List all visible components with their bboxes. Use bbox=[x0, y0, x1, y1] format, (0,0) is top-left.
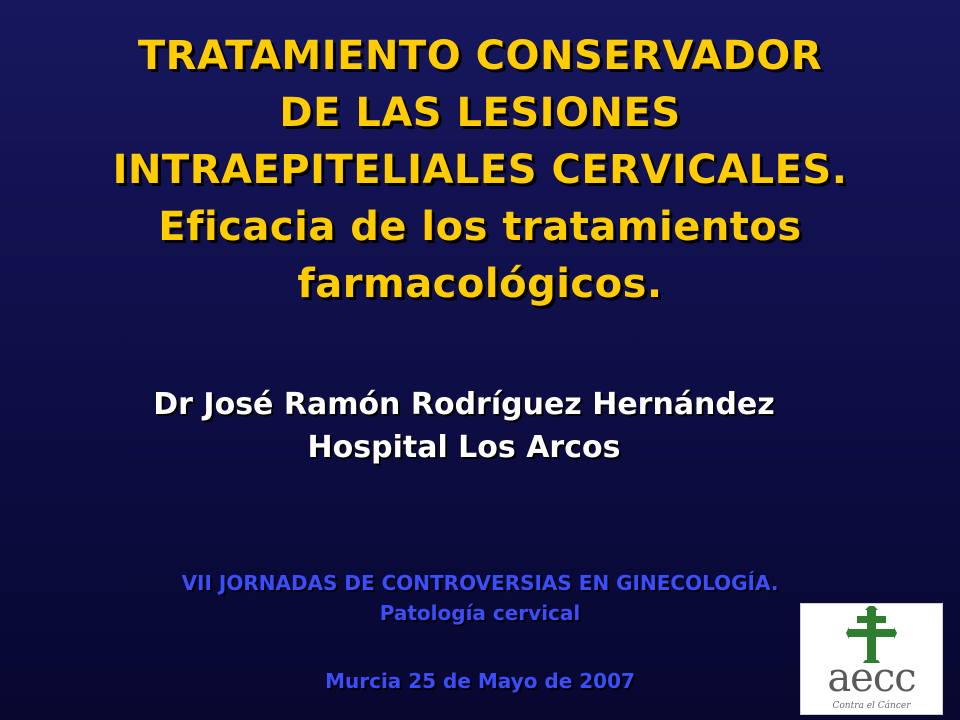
author-institution: Hospital Los Arcos bbox=[307, 430, 621, 465]
author-info bbox=[0, 383, 960, 469]
title-line-3: INTRAEPITELIALES CERVICALES. bbox=[112, 147, 848, 193]
logo-tagline: Contra el Cáncer bbox=[832, 701, 911, 711]
title-line-4: Eficacia de los tratamientos bbox=[158, 204, 802, 250]
aecc-logo bbox=[800, 603, 943, 715]
author-name: Dr José Ramón Rodríguez Hernández bbox=[153, 387, 775, 422]
event-name: VII JORNADAS DE CONTROVERSIAS EN GINECOLOGÍA. bbox=[181, 571, 779, 595]
title-line-1: TRATAMIENTO CONSERVADOR bbox=[137, 33, 823, 79]
slide-title bbox=[0, 28, 960, 313]
logo-wordmark: aecc bbox=[827, 655, 916, 701]
event-place-date: Murcia 25 de Mayo de 2007 bbox=[325, 669, 635, 693]
title-line-5: farmacológicos. bbox=[297, 261, 663, 307]
title-line-2: DE LAS LESIONES bbox=[279, 90, 681, 136]
event-topic: Patología cervical bbox=[379, 601, 581, 625]
